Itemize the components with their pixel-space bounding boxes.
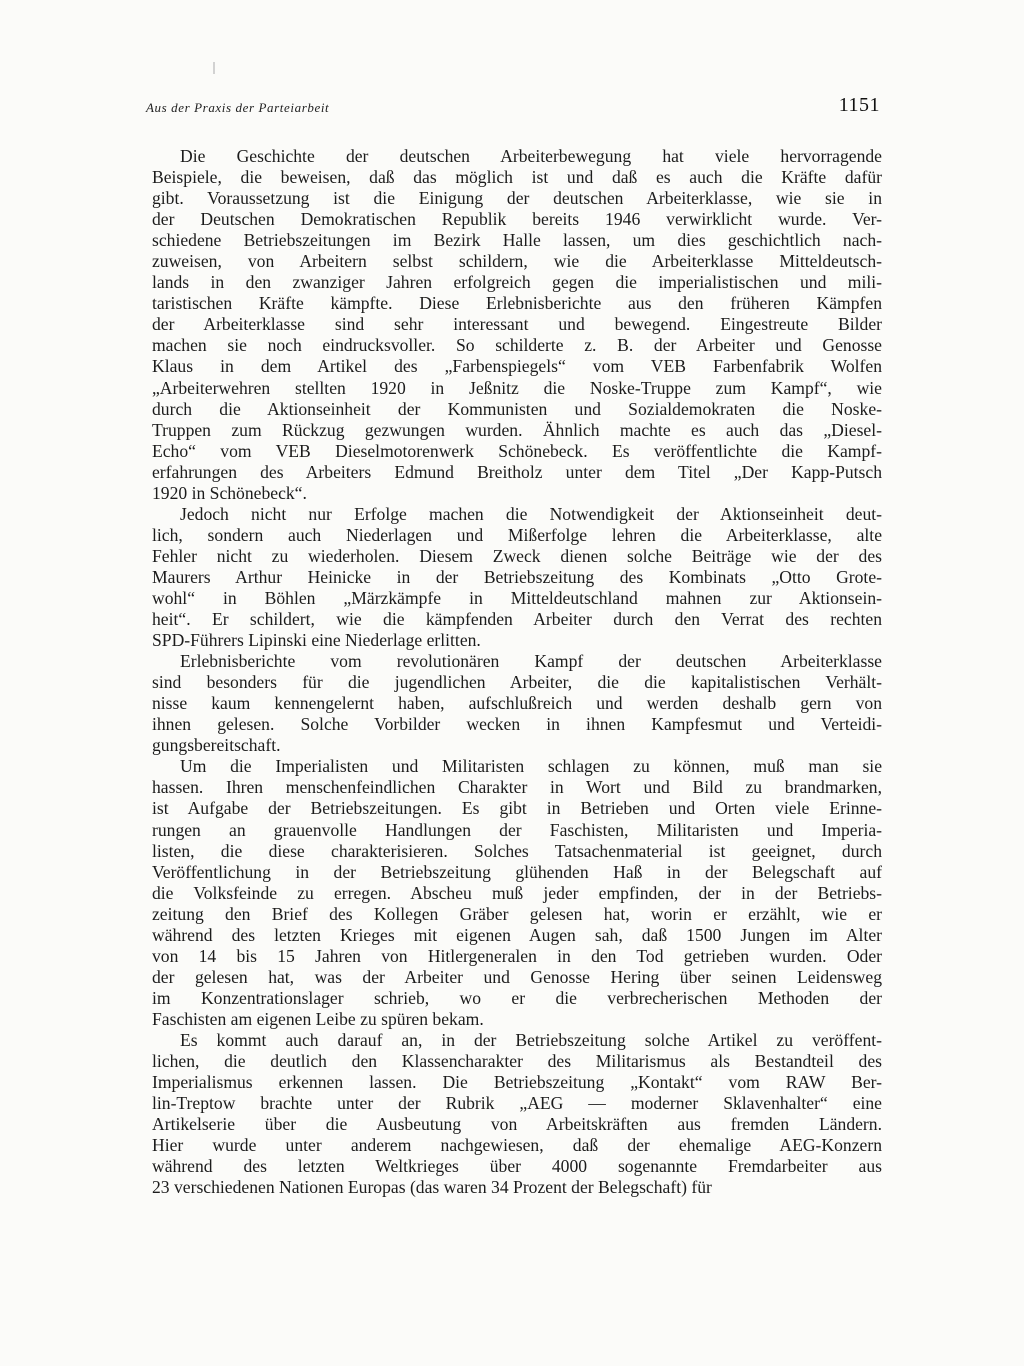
text-line: ihnen gelesen. Solche Vorbilder wecken in ihnen Kampfesmut und Verteidi-: [152, 714, 882, 735]
text-line: Veröffentlichung in der Betriebszeitung glühenden Haß in der Belegschaft auf: [152, 861, 882, 882]
text-line: Klaus in dem Artikel des „Farbenspiegels“ vom VEB Farbenfabrik Wolfen: [152, 356, 882, 377]
text-line: Imperialismus erkennen lassen. Die Betriebszeitung „Kontakt“ vom RAW Ber-: [152, 1072, 882, 1093]
text-line: Echo“ vom VEB Dieselmotorenwerk Schönebeck. Es veröffentlichte die Kampf-: [152, 440, 882, 461]
text-line: taristischen Kräfte kämpfte. Diese Erlebnisberichte aus den früheren Kämpfen: [152, 293, 882, 314]
text-line: die Volksfeinde zu erregen. Abscheu muß jeder empfinden, der in der Betriebs-: [152, 882, 882, 903]
page-number: 1151: [838, 94, 880, 116]
text-line: Um die Imperialisten und Militaristen schlagen zu können, muß man sie: [180, 756, 882, 777]
text-line: Artikelserie über die Ausbeutung von Arbeitskräften aus fremden Ländern.: [152, 1114, 882, 1135]
paragraph: [152, 146, 882, 504]
text-line: zuweisen, von Arbeitern selbst schildern, wie die Arbeiterklasse Mitteldeutsch-: [152, 251, 882, 272]
text-line: listen, die diese charakterisieren. Solches Tatsachenmaterial ist geeignet, durch: [152, 840, 882, 861]
paragraph: [152, 756, 882, 1030]
text-line: Es kommt auch darauf an, in der Betriebszeitung solche Artikel zu veröffent-: [180, 1029, 882, 1050]
text-line: Maurers Arthur Heinicke in der Betriebszeitung des Kombinats „Otto Grote-: [152, 566, 882, 587]
text-line: von 14 bis 15 Jahren von Hitlergeneralen in den Tod getrieben wurden. Oder: [152, 945, 882, 966]
text-line: Hier wurde unter anderem nachgewiesen, daß der ehemalige AEG-Konzern: [152, 1135, 882, 1156]
text-line: Fehler nicht zu wiederholen. Diesem Zweck dienen solche Beiträge wie der des: [152, 545, 882, 566]
text-line: gibt. Voraussetzung ist die Einigung der deutschen Arbeiterklasse, wie sie in: [152, 188, 882, 209]
text-line: lich, sondern auch Niederlagen und Mißerfolge lehren die Arbeiterklasse, alte: [152, 524, 882, 545]
text-line: Beispiele, die beweisen, daß das möglich ist und daß es auch die Kräfte dafür: [152, 167, 882, 188]
text-line: Faschisten am eigenen Leibe zu spüren bekam.: [152, 1008, 484, 1029]
text-line: SPD-Führers Lipinski eine Niederlage erlitten.: [152, 630, 481, 651]
text-line: zeitung den Brief des Kollegen Gräber gelesen hat, worin er erzählt, wie er: [152, 903, 882, 924]
text-line: im Konzentrationslager schrieb, wo er die verbrecherischen Methoden der: [152, 987, 882, 1008]
text-line: Die Geschichte der deutschen Arbeiterbewegung hat viele hervorragende: [180, 146, 882, 166]
text-line: wohl“ in Böhlen „Märzkämpfe in Mitteldeutschland mahnen zur Aktionsein-: [152, 587, 882, 608]
text-line: lichen, die deutlich den Klassencharakter des Militarismus als Bestandteil des: [152, 1051, 882, 1072]
text-line: heit“. Er schildert, wie die kämpfenden Arbeiter durch den Verrat des rechten: [152, 609, 882, 630]
text-line: der Deutschen Demokratischen Republik bereits 1946 verwirklicht wurde. Ver-: [152, 209, 882, 230]
text-line: während des letzten Krieges mit eigenen Augen sah, daß 1500 Jungen im Alter: [152, 924, 882, 945]
text-line: „Arbeiterwehren stellten 1920 in Jeßnitz die Noske-Truppe zum Kampf“, wie: [152, 377, 882, 398]
page-header: [146, 94, 882, 124]
running-head: Aus der Praxis der Parteiarbeit: [146, 100, 330, 115]
paragraph: [152, 651, 882, 756]
text-line: 23 verschiedenen Nationen Europas (das waren 34 Prozent der Belegschaft) für: [152, 1177, 712, 1198]
text-line: 1920 in Schönebeck“.: [152, 482, 307, 503]
paragraph: [152, 1030, 882, 1198]
text-line: lands in den zwanziger Jahren erfolgreich gegen die imperialistischen und mili-: [152, 272, 882, 293]
body-text: [152, 146, 882, 1198]
text-line: sind besonders für die jugendlichen Arbeiter, die die kapitalistischen Verhält-: [152, 672, 882, 693]
text-line: erfahrungen des Arbeiters Edmund Breitholz unter dem Titel „Der Kapp-Putsch: [152, 461, 882, 482]
text-line: der Arbeiterklasse sind sehr interessant und bewegend. Eingestreute Bilder: [152, 314, 882, 335]
scan-artifact: [213, 62, 215, 74]
text-line: rungen an grauenvolle Handlungen der Faschisten, Militaristen und Imperia-: [152, 819, 882, 840]
text-line: Truppen zum Rückzug gezwungen wurden. Ähnlich machte es auch das „Diesel-: [152, 419, 882, 440]
text-line: schiedene Betriebszeitungen im Bezirk Halle lassen, um dies geschichtlich nach-: [152, 230, 882, 251]
text-line: Erlebnisberichte vom revolutionären Kampf der deutschen Arbeiterklasse: [180, 651, 882, 672]
text-line: lin-Treptow brachte unter der Rubrik „AEG — moderner Sklavenhalter“ eine: [152, 1093, 882, 1114]
text-line: machen sie noch eindrucksvoller. So schilderte z. B. der Arbeiter und Genosse: [152, 335, 882, 356]
text-line: durch die Aktionseinheit der Kommunisten und Sozialdemokraten die Noske-: [152, 398, 882, 419]
text-line: Jedoch nicht nur Erfolge machen die Notwendigkeit der Aktionseinheit deut-: [180, 503, 882, 524]
text-line: der gelesen hat, was der Arbeiter und Genosse Hering über seinen Leidensweg: [152, 966, 882, 987]
text-line: ist Aufgabe der Betriebszeitungen. Es gibt in Betrieben und Orten viele Erinne-: [152, 798, 882, 819]
paragraph: [152, 504, 882, 651]
text-line: während des letzten Weltkrieges über 4000 sogenannte Fremdarbeiter aus: [152, 1156, 882, 1177]
text-line: hassen. Ihren menschenfeindlichen Charakter in Wort und Bild zu brandmarken,: [152, 777, 882, 798]
text-line: nisse kaum kennengelernt haben, aufschlußreich und werden deshalb gern von: [152, 693, 882, 714]
text-line: gungsbereitschaft.: [152, 735, 281, 756]
